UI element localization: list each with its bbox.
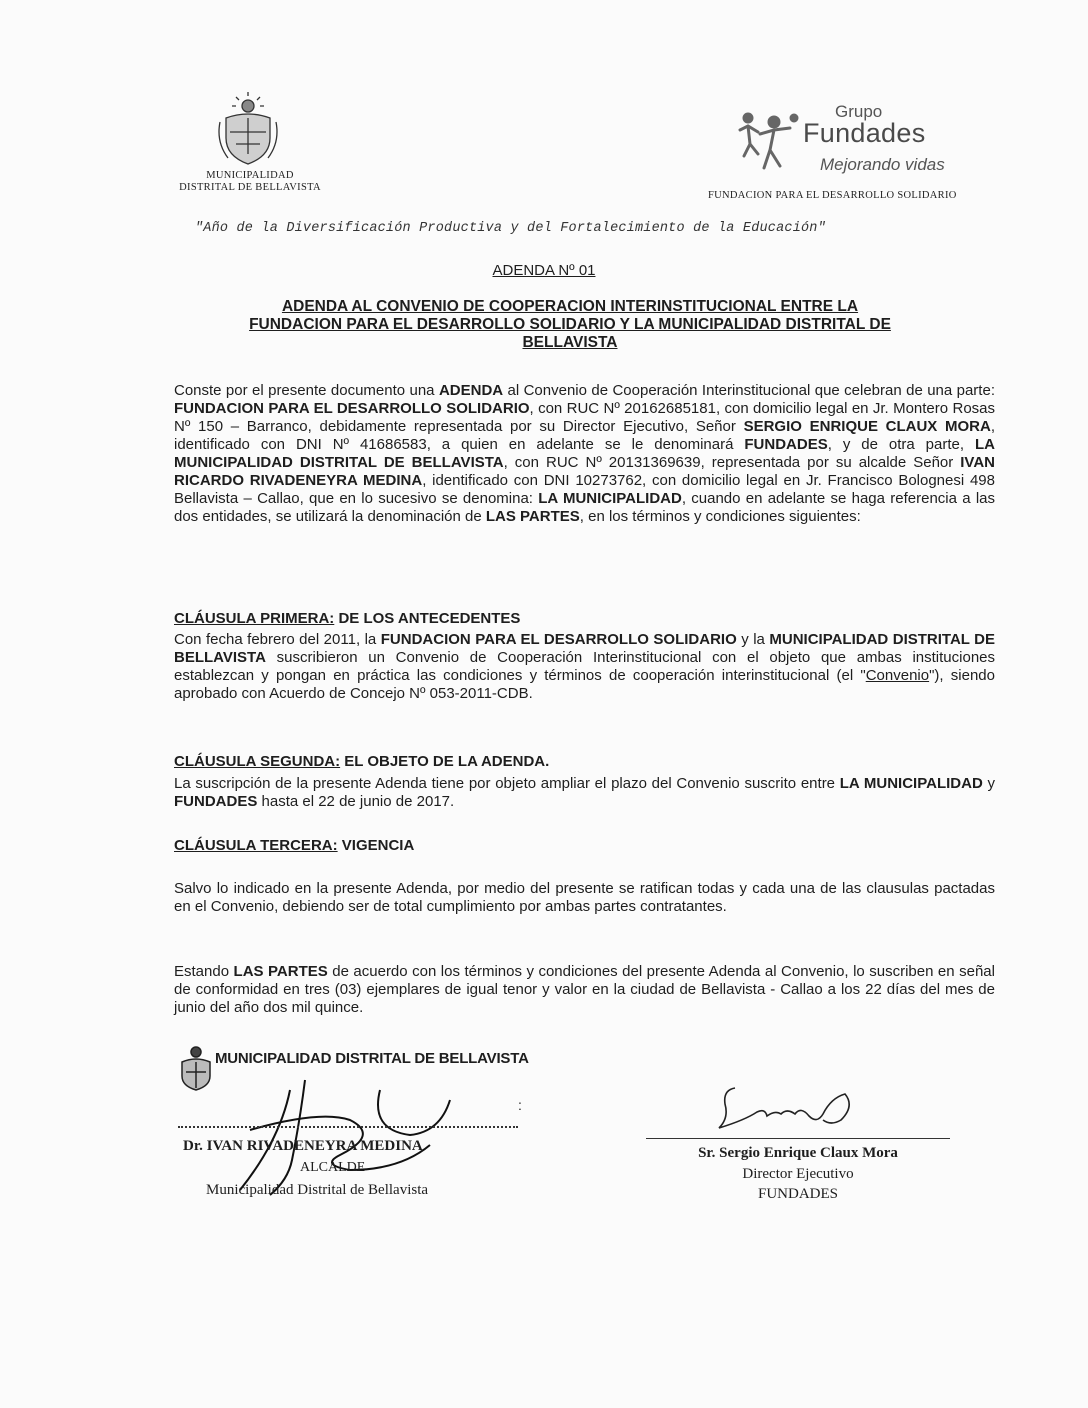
fundades-org-name: FUNDACION PARA EL DESARROLLO SOLIDARIO — [708, 190, 957, 201]
municipality-name-line2: DISTRITAL DE BELLAVISTA — [179, 182, 321, 193]
clause-1-paragraph — [174, 631, 995, 703]
clause-2-heading — [174, 753, 549, 770]
director-role: Director Ejecutivo — [742, 1166, 854, 1182]
municipality-name-line1: MUNICIPALIDAD — [206, 170, 294, 181]
clause-3-text: Salvo lo indicado en la presente Adenda, por medio del presente se ratifican todas y cada una de las clausulas pactadas en el Convenio, debiendo ser de total cumplimiento por ambas partes contratantes. — [174, 880, 995, 915]
adenda-number-title: ADENDA Nº 01 — [492, 262, 596, 279]
clause-1-text: suscribieron un Convenio de Cooperación Interinstitucional con el objeto que ambas instituciones establezcan y pongan en práctica las condiciones y términos de cooperación interinstitucional (el " — [174, 649, 995, 684]
intro-bold: LAS PARTES — [485, 508, 580, 525]
director-signature-scribble — [705, 1080, 865, 1140]
intro-bold: LA MUNICIPALIDAD — [538, 490, 682, 507]
intro-text: , con RUC Nº 20131369639, representada por su alcalde Señor — [503, 454, 961, 471]
mayor-organization: Municipalidad Distrital de Bellavista — [206, 1182, 429, 1198]
clause-1-heading — [174, 610, 520, 627]
clause-2-bold: LA MUNICIPALIDAD — [839, 775, 983, 792]
clause-1-text: Con fecha febrero del 2011, la — [174, 631, 381, 648]
year-motto: "Año de la Diversificación Productiva y del Fortalecimiento de la Educación" — [195, 221, 826, 236]
intro-text: , cuando en adelante se haga referencia a las dos entidades, se utilizará la denominación de — [174, 490, 996, 525]
clause-2-label: CLÁUSULA SEGUNDA: — [174, 753, 341, 770]
clause-1-text: "), siendo aprobado con Acuerdo de Concejo Nº 053-2011-CDB. — [174, 667, 995, 702]
intro-bold: LA MUNICIPALIDAD DISTRITAL DE BELLAVISTA — [174, 436, 995, 471]
clause-2-text: y — [982, 775, 995, 792]
closing-text: Estando — [174, 963, 234, 980]
clause-3-paragraph — [174, 880, 995, 916]
intro-text: Conste por el presente documento una — [174, 382, 439, 399]
municipality-stamp-text: MUNICIPALIDAD DISTRITAL DE BELLAVISTA — [215, 1050, 529, 1067]
clause-1-bold: FUNDACION PARA EL DESARROLLO SOLIDARIO — [380, 631, 737, 648]
intro-bold: ADENDA — [438, 382, 504, 399]
intro-bold: IVAN RICARDO RIVADENEYRA MEDINA — [174, 454, 995, 489]
mayor-signature-scribble — [230, 1060, 530, 1200]
intro-bold: SERGIO ENRIQUE CLAUX MORA — [743, 418, 991, 435]
agreement-title-line1: ADENDA AL CONVENIO DE COOPERACION INTERINSTITUCIONAL ENTRE LA — [281, 298, 859, 315]
clause-3-heading — [174, 837, 414, 854]
intro-bold: FUNDACION PARA EL DESARROLLO SOLIDARIO — [174, 400, 530, 417]
closing-text: de acuerdo con los términos y condiciones del presente Adenda al Convenio, lo suscriben en señal de conformidad en tres (03) ejemplares de igual tenor y valor en la ciudad de Bellavista - Callao a los 22 días del mes de junio del año dos mil quince. — [174, 963, 995, 1016]
fundades-grupo-label: Grupo — [835, 102, 883, 121]
clause-1-bold: MUNICIPALIDAD DISTRITAL DE BELLAVISTA — [174, 631, 995, 666]
clause-1-text: y la — [736, 631, 770, 648]
clause-1-title: DE LOS ANTECEDENTES — [334, 610, 521, 627]
intro-text: , en los términos y condiciones siguientes: — [579, 508, 861, 525]
intro-paragraph — [174, 382, 995, 526]
director-organization: FUNDADES — [757, 1186, 838, 1202]
director-signature-line — [646, 1138, 950, 1139]
closing-paragraph — [174, 963, 995, 1017]
agreement-title-line2: FUNDACION PARA EL DESARROLLO SOLIDARIO Y LA MUNICIPALIDAD DISTRITAL DE — [249, 316, 891, 333]
fundades-slogan: Mejorando vidas — [820, 155, 945, 174]
fundades-figures-logo — [736, 108, 802, 174]
clause-2-bold: FUNDADES — [174, 793, 258, 810]
clause-1-label: CLÁUSULA PRIMERA: — [174, 610, 335, 627]
mayor-signature-line — [178, 1126, 518, 1128]
intro-text: , identificado con DNI Nº 41686583, a quien en adelante se le denominará — [174, 418, 995, 453]
clause-2-text: La suscripción de la presente Adenda tiene por objeto ampliar el plazo del Convenio suscrito entre — [174, 775, 840, 792]
mayor-name: Dr. IVAN RIVADENEYRA MEDINA — [183, 1138, 423, 1154]
clause-1-underlined: Convenio — [865, 667, 930, 684]
fundades-brand-name: Fundades — [803, 118, 926, 148]
intro-text: , y de otra parte, — [827, 436, 975, 453]
clause-2-title: EL OBJETO DE LA ADENDA. — [340, 753, 550, 770]
municipality-name-heading — [150, 170, 350, 194]
agreement-title — [150, 298, 990, 352]
closing-bold: LAS PARTES — [233, 963, 328, 980]
intro-text: al Convenio de Cooperación Interinstitucional que celebran de una parte: — [503, 382, 995, 399]
intro-text: , con RUC Nº 20162685181, con domicilio legal en Jr. Montero Rosas Nº 150 – Barranco, debidamente representada por su Director Ejecutivo, Señor — [174, 400, 995, 435]
municipality-stamp-icon — [178, 1044, 214, 1092]
agreement-title-line3: BELLAVISTA — [522, 334, 618, 351]
clause-3-title: VIGENCIA — [337, 837, 415, 854]
clause-3-label: CLÁUSULA TERCERA: — [174, 837, 338, 854]
intro-text: , identificado con DNI 10273762, con domicilio legal en Jr. Francisco Bolognesi 498 Bellavista – Callao, que en lo sucesivo se denomina: — [174, 472, 995, 507]
clause-2-paragraph — [174, 775, 995, 811]
municipality-coat-of-arms-logo — [214, 92, 282, 168]
clause-2-text: hasta el 22 de junio de 2017. — [257, 793, 455, 810]
mayor-role: ALCALDE — [300, 1160, 366, 1175]
signature-colon: : — [518, 1097, 522, 1113]
director-name: Sr. Sergio Enrique Claux Mora — [698, 1145, 898, 1161]
intro-bold: FUNDADES — [744, 436, 828, 453]
